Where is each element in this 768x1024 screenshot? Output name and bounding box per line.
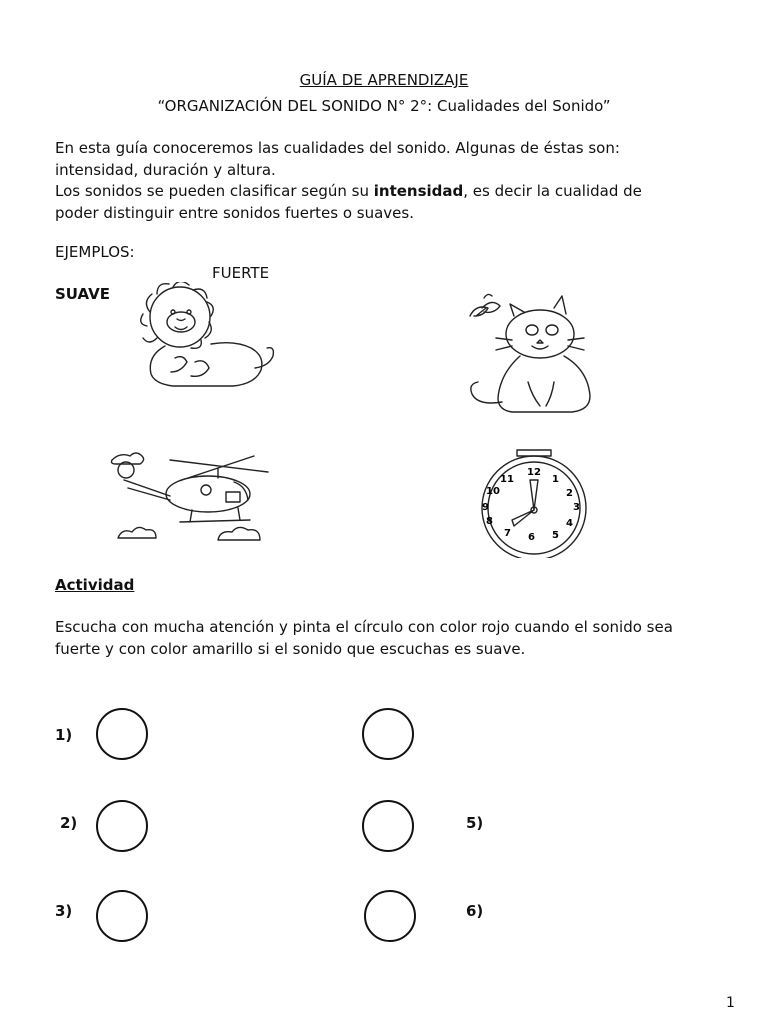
activity-heading: Actividad <box>55 576 135 594</box>
cat-with-butterfly-drawing <box>462 290 608 416</box>
clock-number: 5 <box>552 530 559 541</box>
intro-line-1: En esta guía conoceremos las cualidades del sonido. Algunas de éstas son: <box>55 139 620 157</box>
intro-line-3-post: , es decir la cualidad de <box>463 182 642 200</box>
answer-circle-1[interactable] <box>96 708 148 760</box>
answer-circle-6[interactable] <box>364 890 416 942</box>
clock-number: 1 <box>552 474 559 485</box>
suave-label: SUAVE <box>55 285 110 303</box>
clock-number: 9 <box>482 502 489 513</box>
answer-circle-3[interactable] <box>96 890 148 942</box>
item-label-1: 1) <box>55 726 73 744</box>
page-title: GUÍA DE APRENDIZAJE <box>299 71 469 89</box>
clock-number: 10 <box>486 486 500 497</box>
clock-number: 12 <box>527 467 541 478</box>
intro-line-4: poder distinguir entre sonidos fuertes o suaves. <box>55 203 414 222</box>
clock-number: 7 <box>504 528 511 539</box>
clock-number: 4 <box>566 518 573 529</box>
instruction-line-1: Escucha con mucha atención y pinta el círculo con color rojo cuando el sonido sea <box>55 618 673 636</box>
activity-instructions <box>55 617 695 660</box>
instruction-line-2: fuerte y con color amarillo si el sonido que escuchas es suave. <box>55 639 526 658</box>
lion-drawing <box>135 282 277 388</box>
item-label-3: 3) <box>55 902 73 920</box>
page-subtitle: “ORGANIZACIÓN DEL SONIDO N° 2°: Cualidades del Sonido” <box>157 97 611 115</box>
answer-circle-5[interactable] <box>362 800 414 852</box>
intro-line-3-pre: Los sonidos se pueden clasificar según su <box>55 182 374 200</box>
page-number: 1 <box>726 995 735 1011</box>
helicopter-drawing <box>108 448 274 548</box>
answer-circle-2[interactable] <box>96 800 148 852</box>
clock-number: 3 <box>573 502 580 513</box>
clock-number: 8 <box>486 516 493 527</box>
fuerte-label: FUERTE <box>212 264 270 282</box>
examples-heading: EJEMPLOS: <box>55 243 135 261</box>
wall-clock-drawing <box>462 448 606 558</box>
clock-number: 2 <box>566 488 573 499</box>
clock-number: 11 <box>500 474 514 485</box>
answer-circle-4[interactable] <box>362 708 414 760</box>
intensidad-keyword: intensidad <box>373 182 464 200</box>
item-label-6: 6) <box>466 902 484 920</box>
intro-line-3 <box>55 181 695 203</box>
clock-number: 6 <box>528 532 535 543</box>
intro-line-2: intensidad, duración y altura. <box>55 160 276 179</box>
item-label-5: 5) <box>466 814 484 832</box>
intro-paragraph <box>55 138 695 224</box>
item-label-2: 2) <box>60 814 78 832</box>
